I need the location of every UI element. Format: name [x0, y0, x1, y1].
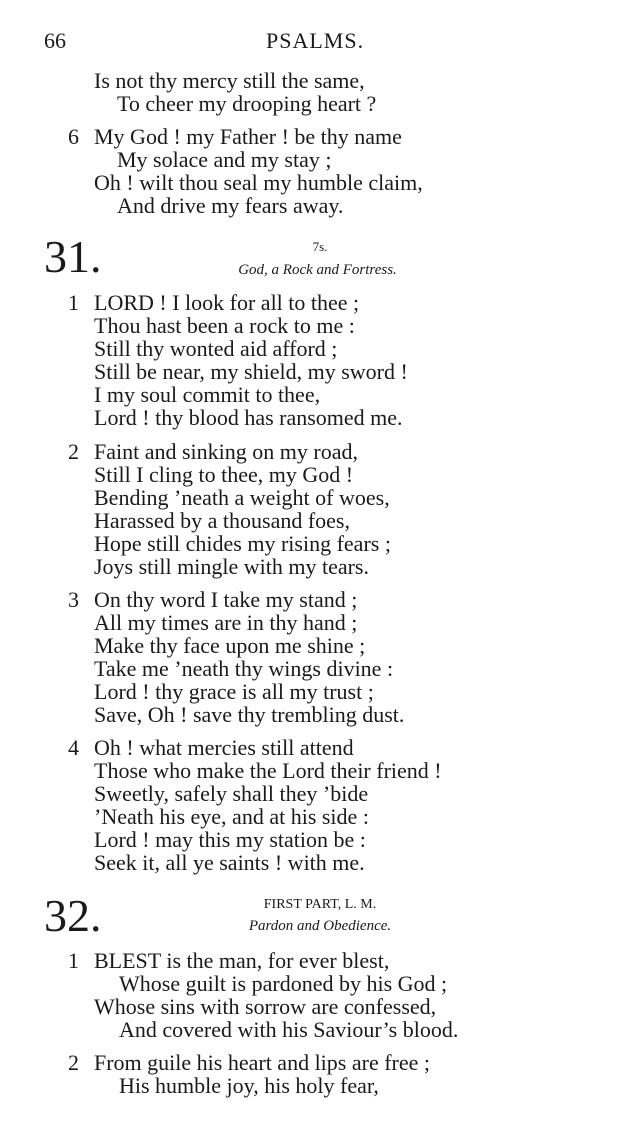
- verse-line: Still I cling to thee, my God !: [94, 462, 354, 487]
- running-head: PSALMS.: [266, 28, 365, 53]
- verse-line: Whose sins with sorrow are confessed,: [94, 994, 437, 1019]
- hymn-meter: 7s.: [312, 239, 328, 254]
- verse-line: On thy word I take my stand ;: [94, 587, 358, 612]
- verse-line: Lord ! may this my station be :: [94, 827, 366, 852]
- verse-line: Oh ! wilt thou seal my humble claim,: [94, 170, 423, 195]
- page-number: 66: [44, 28, 66, 53]
- verse-line: All my times are in thy hand ;: [94, 610, 358, 635]
- verse-line: I my soul commit to thee,: [94, 382, 321, 407]
- verse-line: Make thy face upon me shine ;: [94, 633, 366, 658]
- verse-line: From guile his heart and lips are free ;: [94, 1050, 431, 1075]
- verse-number: 1: [68, 290, 79, 315]
- verse-number: 4: [68, 735, 79, 760]
- verse-line: Joys still mingle with my tears.: [94, 554, 369, 579]
- verse-line: My solace and my stay ;: [117, 147, 332, 172]
- verse-line: Is not thy mercy still the same,: [94, 68, 365, 93]
- verse-line: Whose guilt is pardoned by his God ;: [119, 971, 448, 996]
- verse-line: Faint and sinking on my road,: [94, 439, 358, 464]
- hymn-meter: FIRST PART, L. M.: [263, 897, 377, 912]
- verse-line: Oh ! what mercies still attend: [94, 735, 354, 760]
- verse-line: LORD ! I look for all to thee ;: [94, 290, 360, 315]
- verse-line: Hope still chides my rising fears ;: [94, 531, 391, 556]
- verse-line: ’Neath his eye, and at his side :: [94, 804, 369, 829]
- verse-line: Take me ’neath thy wings divine :: [94, 656, 394, 681]
- hymn-title: Pardon and Obedience.: [248, 918, 392, 934]
- verse-line: To cheer my drooping heart ?: [117, 91, 377, 116]
- verse-line: Those who make the Lord their friend !: [94, 758, 442, 783]
- verse-number: 1: [68, 948, 79, 973]
- verse-line: Lord ! thy blood has ransomed me.: [94, 405, 403, 430]
- verse-line: BLEST is the man, for ever blest,: [94, 948, 390, 973]
- verse-line: And drive my fears away.: [117, 193, 344, 218]
- verse-line: My God ! my Father ! be thy name: [94, 124, 402, 149]
- hymn-number: 32.: [44, 890, 102, 941]
- verse-line: Bending ’neath a weight of woes,: [94, 485, 390, 510]
- verse-line: Sweetly, safely shall they ’bide: [94, 781, 369, 806]
- verse-line: Lord ! thy grace is all my trust ;: [94, 679, 374, 704]
- verse-number: 2: [68, 1050, 79, 1075]
- verse-line: Still be near, my shield, my sword !: [94, 359, 408, 384]
- hymn-title: God, a Rock and Fortress.: [238, 262, 397, 278]
- verse-number: 3: [68, 587, 79, 612]
- verse-line: Still thy wonted aid afford ;: [94, 336, 338, 361]
- verse-number: 6: [68, 124, 79, 149]
- verse-line: Harassed by a thousand foes,: [94, 508, 350, 533]
- verse-line: Seek it, all ye saints ! with me.: [94, 850, 365, 875]
- verse-line: Save, Oh ! save thy trembling dust.: [94, 702, 405, 727]
- hymn-number: 31.: [44, 231, 102, 282]
- verse-number: 2: [68, 439, 79, 464]
- verse-line: His humble joy, his holy fear,: [119, 1073, 379, 1098]
- verse-line: And covered with his Saviour’s blood.: [119, 1017, 459, 1042]
- verse-line: Thou hast been a rock to me :: [94, 313, 355, 338]
